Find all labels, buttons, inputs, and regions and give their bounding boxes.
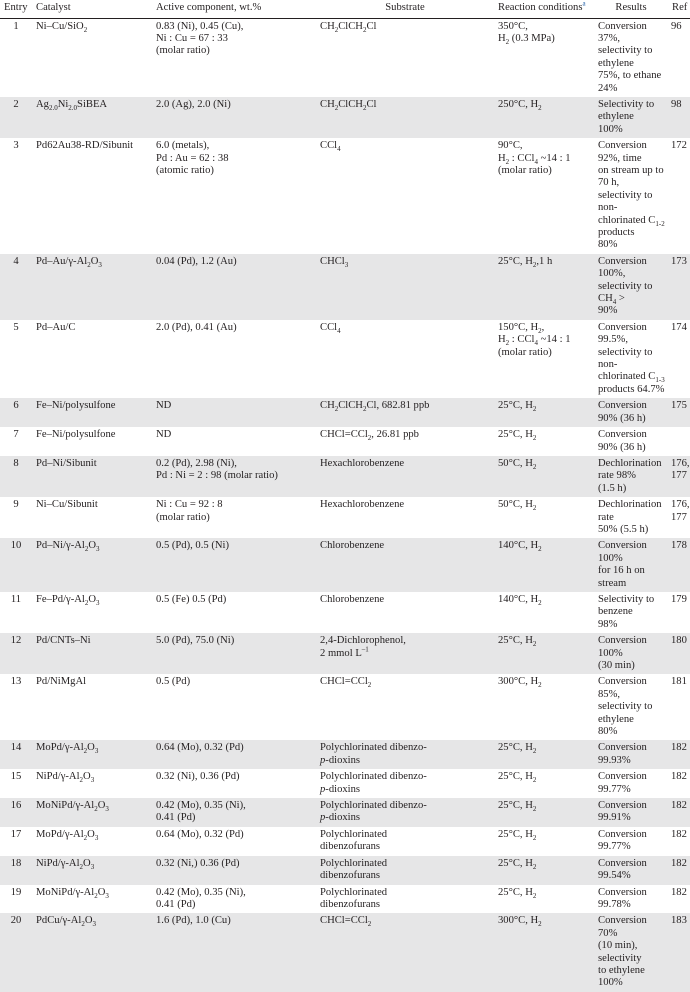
cell-entry: 14 xyxy=(0,740,32,769)
cell-substrate: $CH_2ClCH_2Cl$ xyxy=(316,18,494,97)
cell-ref: 96 xyxy=(668,18,690,97)
header-entry: Entry xyxy=(4,2,28,13)
cell-ref: 182 xyxy=(668,885,690,914)
cell-active-component: 0.64 (Mo), 0.32 (Pd) xyxy=(152,827,316,856)
table-body xyxy=(0,18,690,992)
cell-results: Conversion 100% for 16 h on stream xyxy=(594,538,668,592)
cell-ref: 181 xyxy=(668,674,690,740)
cell-ref: 183 xyxy=(668,913,690,991)
cell-ref: 182 xyxy=(668,798,690,827)
cell-results: Selectivity to benzene 98% xyxy=(594,592,668,633)
cell-results: Conversion 70% (10 min), selectivity to ethylene 100% xyxy=(594,913,668,991)
cell-substrate: CCl$_4$ xyxy=(316,320,494,398)
cell-substrate: Polychlorinated dibenzo- p-dioxins xyxy=(316,740,494,769)
cell-active-component: 0.04 (Pd), 1.2 (Au) xyxy=(152,254,316,320)
table-row xyxy=(0,398,690,427)
cell-substrate: CHCl=CCl$_2$ xyxy=(316,674,494,740)
cell-reaction-conditions: 250°C, $H_2$ xyxy=(494,97,594,138)
cell-ref: 182 xyxy=(668,856,690,885)
cell-active-component: ND xyxy=(152,427,316,456)
cell-catalyst: Fe–Ni/polysulfone xyxy=(32,427,152,456)
cell-reaction-conditions: 140°C, $H_2$ xyxy=(494,592,594,633)
cell-reaction-conditions: 140°C, $H_2$ xyxy=(494,538,594,592)
cell-substrate: CHCl$_3$ xyxy=(316,254,494,320)
table-header-row xyxy=(0,1,690,18)
table-row xyxy=(0,427,690,456)
cell-entry: 5 xyxy=(0,320,32,398)
cell-entry: 9 xyxy=(0,497,32,538)
cell-ref: 182 xyxy=(668,740,690,769)
cell-results: Dechlorination rate 50% (5.5 h) xyxy=(594,497,668,538)
cell-entry: 12 xyxy=(0,633,32,674)
cell-substrate: Chlorobenzene xyxy=(316,592,494,633)
cell-substrate: Polychlorinated dibenzo- p-dioxins xyxy=(316,769,494,798)
cell-reaction-conditions: 25°C, $H_2$ xyxy=(494,798,594,827)
cell-catalyst: Fe–Ni/polysulfone xyxy=(32,398,152,427)
cell-reaction-conditions: 25°C, $H_2$ xyxy=(494,740,594,769)
cell-catalyst: Ni–Cu/SiO$_2$ xyxy=(32,18,152,97)
cell-results: Conversion 99.93% xyxy=(594,740,668,769)
cell-entry: 15 xyxy=(0,769,32,798)
cell-active-component: ND xyxy=(152,398,316,427)
cell-reaction-conditions: 150°C, $H_2$, $H_2$ : CCl$_4$ ~14 : 1 (molar ratio) xyxy=(494,320,594,398)
table-row xyxy=(0,769,690,798)
cell-reaction-conditions: 25°C, $H_2$ xyxy=(494,827,594,856)
cell-results: Conversion 100%, selectivity to $CH_4$ > 90% xyxy=(594,254,668,320)
cell-reaction-conditions: 25°C, $H_2,1$ h xyxy=(494,254,594,320)
cell-reaction-conditions: 25°C, $H_2$ xyxy=(494,856,594,885)
cell-active-component: 0.5 (Pd) xyxy=(152,674,316,740)
cell-results: Conversion 90% (36 h) xyxy=(594,427,668,456)
cell-ref: 178 xyxy=(668,538,690,592)
cell-active-component: 0.5 (Fe) 0.5 (Pd) xyxy=(152,592,316,633)
cell-ref: 180 xyxy=(668,633,690,674)
cell-reaction-conditions: 350°C, $H_2$ (0.3 MPa) xyxy=(494,18,594,97)
cell-entry: 17 xyxy=(0,827,32,856)
cell-substrate: Polychlorinated dibenzo- p-dioxins xyxy=(316,798,494,827)
cell-substrate: Polychlorinated dibenzofurans xyxy=(316,856,494,885)
cell-results: Conversion 99.77% xyxy=(594,827,668,856)
cell-reaction-conditions: 50°C, $H_2$ xyxy=(494,497,594,538)
cell-active-component: 0.32 (Ni,) 0.36 (Pd) xyxy=(152,856,316,885)
cell-ref: 174 xyxy=(668,320,690,398)
cell-reaction-conditions: 300°C, $H_2$ xyxy=(494,674,594,740)
cell-entry: 11 xyxy=(0,592,32,633)
cell-results: Conversion 99.91% xyxy=(594,798,668,827)
cell-substrate: $CH_2ClCH_2Cl$ xyxy=(316,97,494,138)
cell-catalyst: Pd62Au38-RD/Sibunit xyxy=(32,138,152,254)
cell-substrate: Hexachlorobenzene xyxy=(316,497,494,538)
header-substrate: Substrate xyxy=(385,2,425,13)
cell-reaction-conditions: 25°C, $H_2$ xyxy=(494,427,594,456)
cell-entry: 8 xyxy=(0,456,32,497)
cell-ref: 173 xyxy=(668,254,690,320)
cell-substrate: $CH_2ClCH_2Cl$, 682.81 ppb xyxy=(316,398,494,427)
cell-reaction-conditions: 50°C, $H_2$ xyxy=(494,456,594,497)
cell-entry: 19 xyxy=(0,885,32,914)
cell-active-component: 6.0 (metals), Pd : Au = 62 : 38 (atomic ratio) xyxy=(152,138,316,254)
cell-substrate: Polychlorinated dibenzofurans xyxy=(316,827,494,856)
cell-entry: 2 xyxy=(0,97,32,138)
table-row xyxy=(0,456,690,497)
header-catalyst: Catalyst xyxy=(36,2,71,13)
cell-entry: 3 xyxy=(0,138,32,254)
cell-results: Dechlorination rate 98% (1.5 h) xyxy=(594,456,668,497)
cell-entry: 13 xyxy=(0,674,32,740)
cell-reaction-conditions: 25°C, $H_2$ xyxy=(494,769,594,798)
cell-substrate: Hexachlorobenzene xyxy=(316,456,494,497)
cell-catalyst: PdCu/$\gamma-Al_2O_3$ xyxy=(32,913,152,991)
cell-active-component: Ni : Cu = 92 : 8 (molar ratio) xyxy=(152,497,316,538)
cell-reaction-conditions: 300°C, $H_2$ xyxy=(494,913,594,991)
cell-results: Selectivity to ethylene 100% xyxy=(594,97,668,138)
table-row xyxy=(0,856,690,885)
cell-active-component: 0.32 (Ni), 0.36 (Pd) xyxy=(152,769,316,798)
cell-entry: 6 xyxy=(0,398,32,427)
table-row xyxy=(0,740,690,769)
cell-active-component: 2.0 (Ag), 2.0 (Ni) xyxy=(152,97,316,138)
cell-entry: 1 xyxy=(0,18,32,97)
cell-entry: 4 xyxy=(0,254,32,320)
header-active-component: Active component, wt.% xyxy=(156,2,262,13)
cell-ref: 182 xyxy=(668,827,690,856)
cell-catalyst: NiPd/$\gamma-Al_2O_3$ xyxy=(32,856,152,885)
cell-catalyst: Pd–Au/C xyxy=(32,320,152,398)
cell-entry: 10 xyxy=(0,538,32,592)
cell-catalyst: MoPd/$\gamma-Al_2O_3$ xyxy=(32,740,152,769)
cell-catalyst: $Fe-Pd/\gamma-Al_2O_3$ xyxy=(32,592,152,633)
cell-results: Conversion 99.54% xyxy=(594,856,668,885)
cell-ref xyxy=(668,427,690,456)
table-row xyxy=(0,97,690,138)
table-row xyxy=(0,592,690,633)
table-row xyxy=(0,913,690,991)
table-row xyxy=(0,674,690,740)
cell-reaction-conditions: 90°C, $H_2$ : CCl$_4$ ~14 : 1 (molar ratio) xyxy=(494,138,594,254)
cell-substrate: 2,4-Dichlorophenol, 2 mmol $L^{-1}$ xyxy=(316,633,494,674)
cell-reaction-conditions: 25°C, $H_2$ xyxy=(494,633,594,674)
cell-active-component: 0.64 (Mo), 0.32 (Pd) xyxy=(152,740,316,769)
cell-results: Conversion 92%, time on stream up to 70 h, selectivity to non- chlorinated $C_{1-2}$ products 80% xyxy=(594,138,668,254)
cell-results: Conversion 99.5%, selectivity to non- chlorinated $C_{1-3}$ products 64.7% xyxy=(594,320,668,398)
table-row xyxy=(0,18,690,97)
cell-substrate: Chlorobenzene xyxy=(316,538,494,592)
catalyst-table xyxy=(0,1,690,992)
table-row xyxy=(0,138,690,254)
cell-results: Conversion 99.77% xyxy=(594,769,668,798)
table-row xyxy=(0,320,690,398)
cell-catalyst: MoNiPd/$\gamma-Al_2O_3$ xyxy=(32,798,152,827)
cell-entry: 18 xyxy=(0,856,32,885)
cell-ref: 176, 177 xyxy=(668,497,690,538)
cell-ref: 98 xyxy=(668,97,690,138)
cell-catalyst: Pd–Ni/Sibunit xyxy=(32,456,152,497)
cell-substrate: CHCl=CCl$_2$ xyxy=(316,913,494,991)
cell-results: Conversion 100% (30 min) xyxy=(594,633,668,674)
table-row xyxy=(0,885,690,914)
table-row xyxy=(0,633,690,674)
cell-results: Conversion 99.78% xyxy=(594,885,668,914)
cell-ref: 176, 177 xyxy=(668,456,690,497)
cell-reaction-conditions: 25°C, $H_2$ xyxy=(494,885,594,914)
footnote-marker-a[interactable]: a xyxy=(582,0,586,8)
cell-active-component: 2.0 (Pd), 0.41 (Au) xyxy=(152,320,316,398)
cell-active-component: 0.42 (Mo), 0.35 (Ni), 0.41 (Pd) xyxy=(152,798,316,827)
cell-results: Conversion 37%, selectivity to ethylene 75%, to ethane 24% xyxy=(594,18,668,97)
table-row xyxy=(0,538,690,592)
cell-substrate: Polychlorinated dibenzofurans xyxy=(316,885,494,914)
cell-catalyst: Ni–Cu/Sibunit xyxy=(32,497,152,538)
table-row xyxy=(0,827,690,856)
cell-catalyst: Pd/CNTs–Ni xyxy=(32,633,152,674)
cell-reaction-conditions: 25°C, $H_2$ xyxy=(494,398,594,427)
cell-catalyst: $Pd-Ni/\gamma-Al_2O_3$ xyxy=(32,538,152,592)
cell-active-component: 1.6 (Pd), 1.0 (Cu) xyxy=(152,913,316,991)
cell-active-component: 0.42 (Mo), 0.35 (Ni), 0.41 (Pd) xyxy=(152,885,316,914)
cell-catalyst: $Pd-Au/\gamma-Al_2O_3$ xyxy=(32,254,152,320)
header-results: Results xyxy=(615,2,647,13)
cell-catalyst: $Ag_{2.0}Ni_{2.0}SiBEA$ xyxy=(32,97,152,138)
cell-active-component: 0.83 (Ni), 0.45 (Cu), Ni : Cu = 67 : 33 (molar ratio) xyxy=(152,18,316,97)
cell-substrate: CCl$_4$ xyxy=(316,138,494,254)
cell-catalyst: MoNiPd/$\gamma-Al_2O_3$ xyxy=(32,885,152,914)
cell-results: Conversion 90% (36 h) xyxy=(594,398,668,427)
table-row xyxy=(0,798,690,827)
cell-substrate: CHCl=CCl$_2$, 26.81 ppb xyxy=(316,427,494,456)
cell-entry: 16 xyxy=(0,798,32,827)
cell-catalyst: MoPd/$\gamma-Al_2O_3$ xyxy=(32,827,152,856)
cell-entry: 7 xyxy=(0,427,32,456)
cell-results: Conversion 85%, selectivity to ethylene 80% xyxy=(594,674,668,740)
cell-active-component: 0.2 (Pd), 2.98 (Ni), Pd : Ni = 2 : 98 (molar ratio) xyxy=(152,456,316,497)
header-ref: Ref xyxy=(672,2,688,13)
table-row xyxy=(0,254,690,320)
cell-entry: 20 xyxy=(0,913,32,991)
cell-active-component: 0.5 (Pd), 0.5 (Ni) xyxy=(152,538,316,592)
cell-catalyst: Pd/NiMgAl xyxy=(32,674,152,740)
header-conditions-label: Reaction conditions xyxy=(498,2,583,13)
cell-ref: 182 xyxy=(668,769,690,798)
cell-catalyst: NiPd/$\gamma-Al_2O_3$ xyxy=(32,769,152,798)
header-reaction-conditions xyxy=(494,1,594,18)
cell-active-component: 5.0 (Pd), 75.0 (Ni) xyxy=(152,633,316,674)
cell-ref: 175 xyxy=(668,398,690,427)
cell-ref: 179 xyxy=(668,592,690,633)
table-row xyxy=(0,497,690,538)
cell-ref: 172 xyxy=(668,138,690,254)
